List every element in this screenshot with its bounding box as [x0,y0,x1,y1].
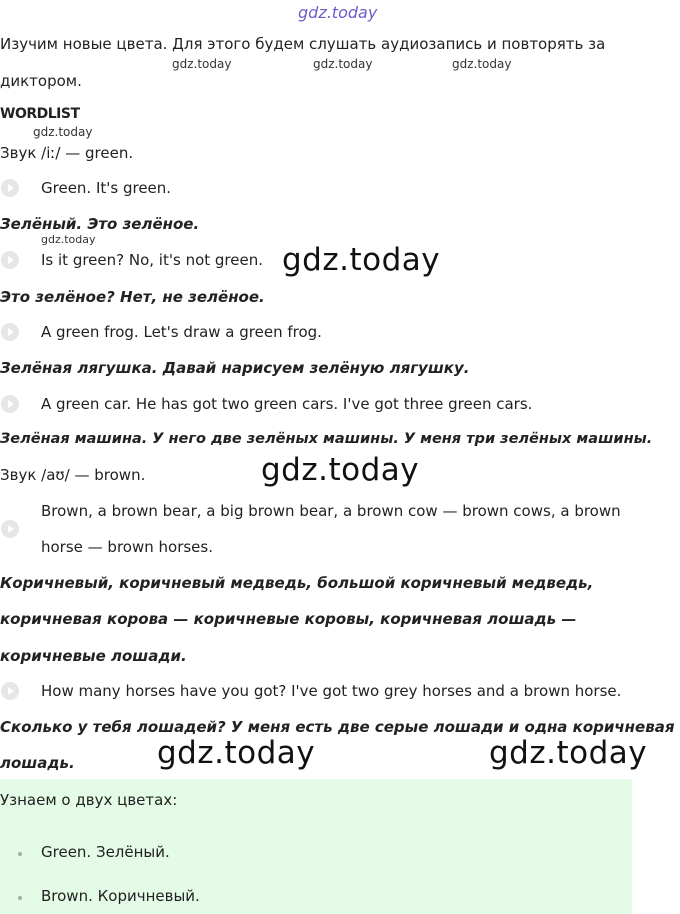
bullet [18,896,22,900]
example-en-line1: Brown, a brown bear, a big brown bear, a brown cow — brown cows, a brown [41,502,621,520]
example-ru: Зелёная лягушка. Давай нарисуем зелёную лягушку. [0,359,470,377]
watermark-small: gdz.today [172,57,232,71]
summary-title: Узнаем о двух цветах: [0,791,178,809]
watermark-small: gdz.today [33,125,93,139]
bullet [18,852,22,856]
example-ru-line2: коричневая корова — коричневые коровы, коричневая лошадь — [0,610,577,628]
example-ru: Это зелёное? Нет, не зелёное. [0,288,265,306]
example-ru-line3: коричневые лошади. [0,647,187,665]
play-audio-icon[interactable] [1,682,19,700]
play-audio-icon[interactable] [1,323,19,341]
example-en: A green frog. Let's draw a green frog. [41,323,322,341]
example-en: How many horses have you got? I've got two grey horses and a brown horse. [41,682,622,700]
intro-text-line1: Изучим новые цвета. Для этого будем слушать аудиозапись и повторять за [0,35,606,53]
example-ru-line1: Коричневый, коричневый медведь, большой коричневый медведь, [0,574,594,592]
watermark-large: gdz.today [282,242,441,278]
watermark-large: gdz.today [489,735,648,771]
watermark-small: gdz.today [41,233,96,246]
play-audio-icon[interactable] [1,520,19,538]
watermark-small: gdz.today [452,57,512,71]
watermark-large: gdz.today [157,735,316,771]
summary-item: Green. Зелёный. [41,843,170,861]
wordlist-heading: WORDLIST [0,106,80,122]
summary-box [0,779,632,914]
example-en: A green car. He has got two green cars. I've got three green cars. [41,395,533,413]
sound-green-label: Звук /iː/ — green. [0,144,134,162]
sound-brown-label: Звук /aʊ/ — brown. [0,466,146,484]
example-en: Is it green? No, it's not green. [41,251,263,269]
example-en: Green. It's green. [41,179,172,197]
example-ru: Зелёная машина. У него две зелёных машины. У меня три зелёных машины. [0,431,653,447]
play-audio-icon[interactable] [1,179,19,197]
play-audio-icon[interactable] [1,395,19,413]
watermark-top: gdz.today [298,3,378,22]
example-ru-line1: Сколько у тебя лошадей? У меня есть две серые лошади и одна коричневая [0,718,675,736]
intro-text-line2: диктором. [0,72,82,90]
play-audio-icon[interactable] [1,251,19,269]
summary-item: Brown. Коричневый. [41,887,200,905]
watermark-large: gdz.today [261,452,420,488]
example-ru-line2: лошадь. [0,754,75,772]
example-ru: Зелёный. Это зелёное. [0,215,200,233]
example-en-line2: horse — brown horses. [41,538,213,556]
watermark-small: gdz.today [313,57,373,71]
